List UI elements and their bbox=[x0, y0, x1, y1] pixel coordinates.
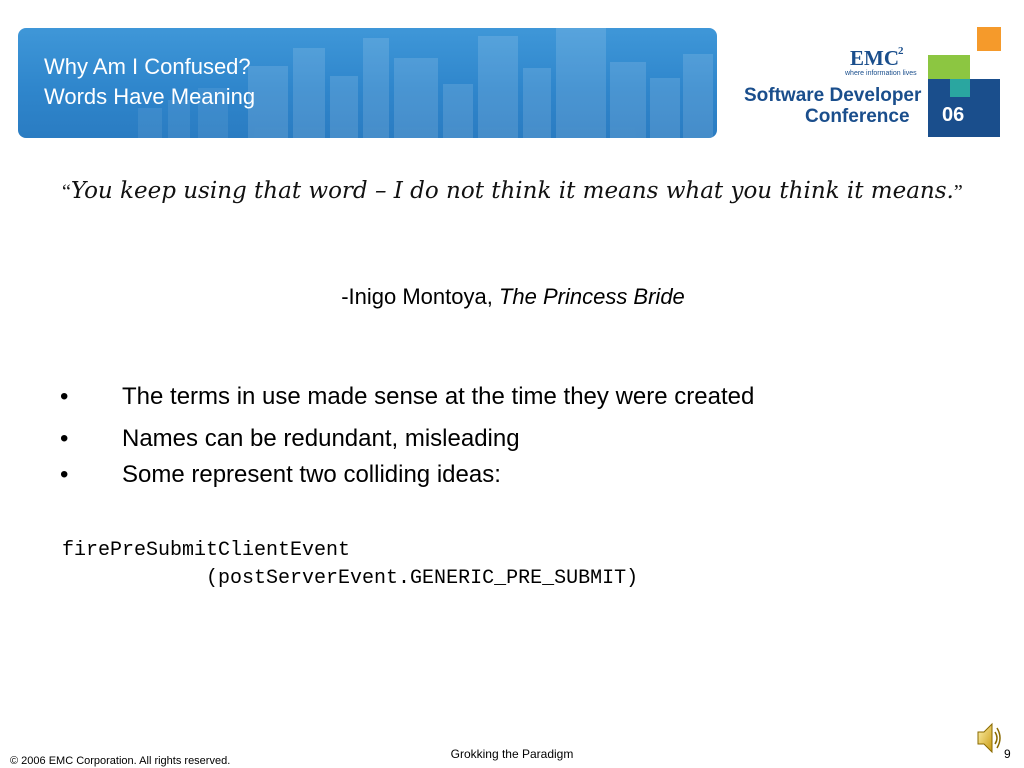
list-item bbox=[60, 382, 754, 412]
emc-conference-logo bbox=[740, 25, 1010, 140]
emc-wordmark: EMC bbox=[850, 46, 899, 70]
list-item bbox=[60, 460, 754, 490]
quote bbox=[62, 172, 982, 211]
quote-close-mark: ” bbox=[953, 181, 963, 203]
svg-text:2: 2 bbox=[898, 45, 904, 57]
bullet-text: Names can be redundant, misleading bbox=[122, 425, 520, 452]
logo-line-2: Conference bbox=[805, 106, 910, 127]
page-number: 9 bbox=[1004, 747, 1011, 761]
bullet-marker: • bbox=[60, 383, 69, 410]
title-line-1: Why Am I Confused? bbox=[44, 54, 251, 79]
logo-line-1: Software Developer bbox=[744, 85, 922, 106]
quote-open-mark: “ bbox=[62, 181, 71, 203]
slide-title bbox=[44, 52, 255, 112]
speaker-icon[interactable] bbox=[975, 718, 1003, 758]
attribution-work: The Princess Bride bbox=[498, 284, 685, 309]
attribution-name: -Inigo Montoya, bbox=[341, 284, 499, 309]
svg-text:where information lives: where information lives bbox=[845, 70, 917, 77]
bullet-text: The terms in use made sense at the time they were created bbox=[122, 383, 755, 410]
code-line-1: firePreSubmitClientEvent bbox=[62, 539, 351, 562]
logo-year: 06 bbox=[942, 104, 965, 126]
bullet-list bbox=[60, 382, 754, 490]
bullet-marker: • bbox=[60, 425, 69, 452]
code-line-2: (postServerEvent.GENERIC_PRE_SUBMIT) bbox=[62, 567, 639, 590]
code-sample bbox=[62, 537, 638, 593]
bullet-marker: • bbox=[60, 461, 69, 488]
footer-title: Grokking the Paradigm bbox=[450, 747, 574, 761]
list-item bbox=[60, 424, 754, 454]
title-banner bbox=[18, 28, 717, 138]
title-line-2: Words Have Meaning bbox=[44, 84, 256, 109]
quote-text: You keep using that word – I do not think it means what you think it means. bbox=[70, 178, 954, 204]
footer-copyright: © 2006 EMC Corporation. All rights reserved. bbox=[10, 755, 231, 767]
quote-attribution bbox=[0, 282, 1024, 312]
bullet-text: Some represent two colliding ideas: bbox=[122, 461, 501, 488]
